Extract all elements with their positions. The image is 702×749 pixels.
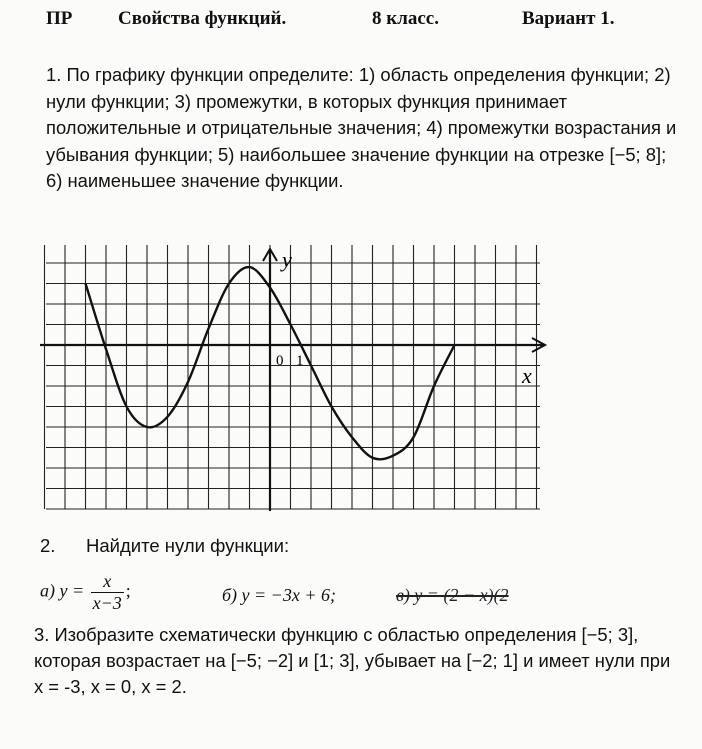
formula-a-denominator: x−3 <box>92 593 122 613</box>
worksheet-header <box>46 8 666 38</box>
formula-a-fraction <box>91 571 124 614</box>
task-2-formulas <box>40 565 600 625</box>
y-axis-label: y <box>282 247 292 272</box>
task-3-text: 3. Изобразите схематически функцию с областью определения [−5; 3], которая возрастает на [−5; −2] и [1; 3], убывает на [−2; 1] и имеет нули при x = -3, x = 0, x = 2. <box>34 624 671 697</box>
formula-a <box>40 571 131 614</box>
formula-a-label: а) <box>40 580 55 601</box>
formula-a-tail: ; <box>125 580 131 601</box>
origin-label: 0 <box>276 353 284 369</box>
x-axis-label: x <box>522 363 532 388</box>
task-2-heading <box>40 535 289 557</box>
graph-grid <box>45 245 541 509</box>
function-graph <box>40 243 552 511</box>
task-2-prompt: Найдите нули функции: <box>86 535 290 556</box>
header-variant: Вариант 1. <box>522 8 615 29</box>
header-pr: ПР <box>46 8 73 29</box>
header-title: Свойства функций. <box>118 8 287 29</box>
formula-c-struck: в) y = (2 − x)(2 <box>396 585 509 605</box>
task-1-text: 1. По графику функции определите: 1) область определения функции; 2) нули функции; 3) промежутки, в которых функция принимает положительные и отрицательные значения; 4) промежутки возрастания и убывания функции; 5) наибольшее значение функции на отрезке [−5; 8]; 6) наименьшее значение функции. <box>46 64 677 191</box>
header-grade: 8 класс. <box>372 8 439 29</box>
formula-b <box>222 585 336 606</box>
formula-b-expression: y = −3x + 6; <box>241 585 336 605</box>
formula-a-lhs: y = <box>59 580 85 601</box>
formula-a-numerator: x <box>103 571 112 591</box>
unit-label: 1 <box>296 353 304 369</box>
formula-b-label: б) <box>222 585 238 605</box>
task-2-number: 2. <box>40 535 56 556</box>
